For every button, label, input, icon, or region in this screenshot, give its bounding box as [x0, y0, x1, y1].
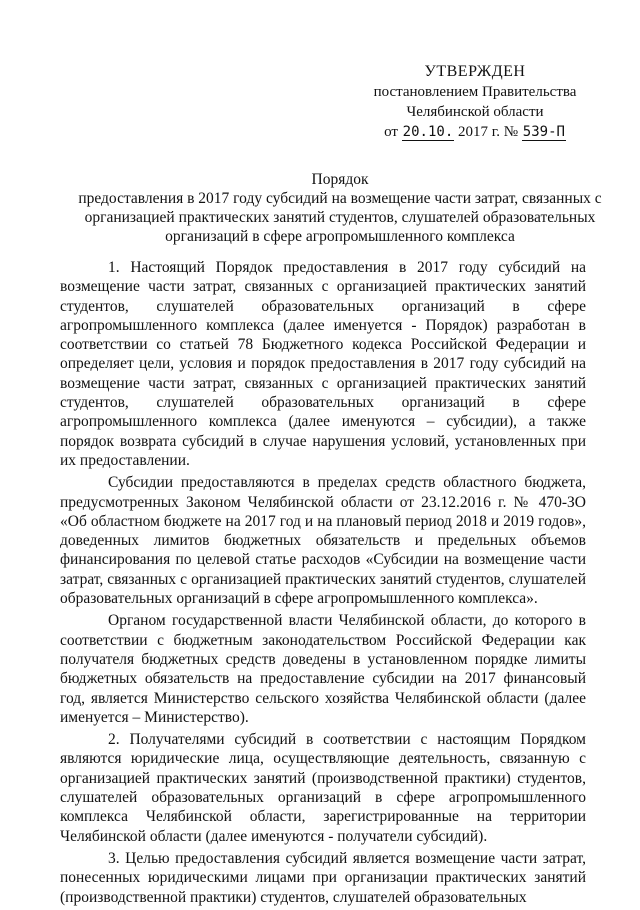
approval-line-1: постановлением Правительства: [373, 84, 577, 100]
approval-block: [360, 62, 590, 142]
approval-date: 20.10.: [402, 124, 454, 140]
approval-line-2: Челябинской области: [406, 104, 544, 120]
approval-date-line: [360, 122, 590, 142]
paragraph: Субсидии предоставляются в пределах средств областного бюджета, предусмотренных Законом Челябинской области от 23.12.2016 г. № 470-ЗО «Об областном бюджете на 2017 год и на плановый период 2018 и 2019 годов», доведенных лимитов бюджетных обязательств и предельных объемов финансирования по целевой статье расходов «Субсидии на возмещение части затрат, связанных с организацией практических занятий студентов, слушателей образовательных организаций в сфере агропромышленного комплекса».: [60, 474, 586, 608]
date-prefix: от: [384, 124, 398, 140]
title-subheading: предоставления в 2017 году субсидий на возмещение части затрат, связанных с организацией практических занятий студентов, слушателей образовательных организаций в сфере агропромышленного комплекса: [78, 190, 602, 245]
paragraph: 1. Настоящий Порядок предоставления в 2017 году субсидий на возмещение части затрат, связанных с организацией практических занятий студентов, слушателей образовательных организаций в сфере агропромышленного комплекса (далее именуется - Порядок) разработан в соответствии со статьей 78 Бюджетного кодекса Российской Федерации и определяет цели, условия и порядок предоставления в 2017 году субсидий на возмещение части затрат, связанных с организацией практических занятий студентов, слушателей образовательных организаций в сфере агропромышленного комплекса (далее именуются – субсидии), а также порядок возврата субсидий в случае нарушения условий, установленных при их предоставлении.: [60, 259, 586, 469]
paragraph: 2. Получателями субсидий в соответствии с настоящим Порядком являются юридические лица, осуществляющие деятельность, связанную с организацией практических занятий (производственной практики) студентов, слушателей образовательных организаций в сфере агропромышленного комплекса Челябинской области, зарегистрированные на территории Челябинской области (далее именуются - получатели субсидий).: [60, 731, 586, 845]
paragraph: 3. Целью предоставления субсидий является возмещение части затрат, понесенных юридическими лицами при организации практических занятий (производственной практики) студентов, слушателей образовательных: [60, 849, 586, 906]
year-text: 2017 г. №: [458, 124, 519, 140]
title-heading: Порядок: [311, 171, 369, 188]
document-title: [60, 170, 620, 246]
approval-stamp: УТВЕРЖДЕН: [424, 63, 526, 80]
paragraph: Органом государственной власти Челябинской области, до которого в соответствии с бюджетным законодательством Российской Федерации как получателя бюджетных средств доведены в установленном порядке лимиты бюджетных обязательств на предоставление субсидии на 2017 финансовый год, является Министерство сельского хозяйства Челябинской области (далее именуется – Министерство).: [60, 612, 586, 726]
document-body: [60, 258, 586, 910]
approval-number: 539-П: [522, 124, 565, 140]
